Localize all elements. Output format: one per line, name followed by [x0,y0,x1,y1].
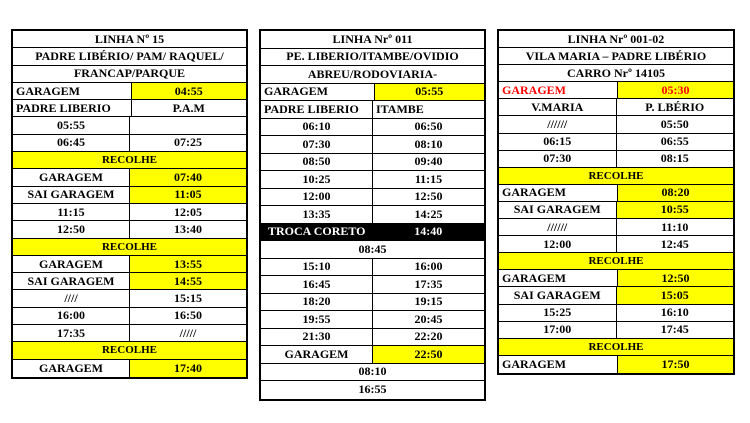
schedule-row [261,189,484,207]
schedule-row [261,136,484,154]
header-row [261,66,484,84]
schedule-cell-start: GARAGEM [502,356,566,371]
schedule-row [13,187,246,204]
header-row [13,66,246,83]
schedule-cell-end: 14:25 [372,206,484,223]
schedule-cell-end: 13:55 [129,256,246,272]
schedule-cell-start: V.MARIA [531,99,584,114]
schedule-cell-start: 06:15 [543,134,572,149]
schedule-cell-start: TROCA CORETO [261,224,373,241]
schedule-cell-end: 17:45 [616,322,734,338]
schedule-cell-start: GARAGEM [39,360,103,375]
schedule-cell-start: 17:35 [57,325,85,340]
schedule-cell-start: 12:00 [543,236,572,251]
schedule-cell-start: GARAGEM [502,82,566,97]
schedule-cell-start: GARAGEM [502,270,566,285]
schedule-cell-end: 10:55 [616,202,734,218]
schedule-row [13,135,246,152]
schedule-row [499,116,733,133]
schedule-cell-start: 13:35 [302,206,331,221]
schedule-row [499,185,733,202]
schedule-cell-start: SAI GARAGEM [513,202,601,217]
schedule-cell-start: GARAGEM [284,346,349,361]
recolhe-label: RECOLHE [13,152,246,168]
schedule-cell-end: 05:50 [616,116,734,132]
schedule-cell-start: PADRE LIBERIO [264,101,359,116]
schedule-cell-end: ITAMBE [372,101,484,118]
line-title: LINHA Nrº 011 [332,31,413,46]
schedule-row [499,134,733,151]
time-row [261,381,484,399]
schedule-row [261,329,484,347]
schedule-cell-end: 08:20 [617,185,733,201]
schedule-row [261,101,484,119]
schedule-cell-end: P. LBÉRIO [616,99,734,115]
schedule-row [13,221,246,238]
schedule-cell-end: 11:15 [372,171,484,188]
schedule-cell-end: 15:05 [616,287,734,303]
schedule-row [261,276,484,294]
schedule-row [261,171,484,189]
schedule-cell-start: 10:25 [302,171,331,186]
schedule-cell-end: 13:40 [129,221,246,237]
schedule-row [13,100,246,117]
schedule-row [261,224,484,242]
schedule-cell-end: 08:10 [372,136,484,153]
schedule-cell-end: 14:40 [373,224,485,241]
schedule-cell-start: 18:20 [302,294,331,309]
schedule-row [13,360,246,377]
time-value: 08:45 [358,241,387,256]
schedule-row [13,273,246,290]
schedule-cell-start: SAI GARAGEM [27,273,115,288]
schedule-row [499,305,733,322]
schedule-cell-start: 16:45 [302,276,331,291]
route-name: VILA MARIA – PADRE LIBÉRIO [525,48,707,63]
schedule-cell-end: 04:55 [131,83,247,99]
schedule-row [499,287,733,304]
schedule-row [13,169,246,186]
schedule-cell-start: 16:00 [57,308,85,323]
header-row [499,48,733,65]
schedule-cell-start: 15:25 [543,305,572,320]
schedule-cell-end: 22:50 [372,346,484,363]
schedule-row [499,270,733,287]
recolhe-label: RECOLHE [13,342,246,358]
schedule-cell-end: 08:15 [616,151,734,167]
schedule-cell-end: 20:45 [372,311,484,328]
route-name: FRANCAP/PARQUE [73,66,186,81]
time-row [261,364,484,382]
schedule-cell-start: 06:10 [302,119,331,134]
schedule-row [261,346,484,364]
header-row [261,31,484,49]
recolhe-row [13,239,246,256]
schedule-cell-end [129,117,246,133]
schedule-cell-start: GARAGEM [502,185,566,200]
schedule-cell-start: 17:00 [543,322,572,337]
schedule-row [13,256,246,273]
schedule-cell-start: GARAGEM [264,84,328,99]
schedule-cell-end: 09:40 [372,154,484,171]
recolhe-label: RECOLHE [13,239,246,255]
schedule-row [13,290,246,307]
schedule-cell-start: 07:30 [302,136,331,151]
schedule-cell-end: 12:50 [372,189,484,206]
schedule-cell-end: 12:45 [616,236,734,252]
schedule-cell-end: 11:10 [616,219,734,235]
schedule-cell-end: 17:50 [617,356,733,373]
recolhe-row [13,152,246,169]
recolhe-row [499,253,733,270]
schedule-cell-start: GARAGEM [39,170,103,185]
schedule-cell-end: 19:15 [372,294,484,311]
header-row [13,48,246,65]
header-row [499,31,733,48]
schedule-row [499,99,733,116]
header-row [499,65,733,82]
schedule-cell-start: GARAGEM [39,256,103,271]
route-name: ABREU/RODOVIARIA- [307,66,438,81]
recolhe-row [499,339,733,356]
schedule-row [13,83,246,100]
schedule-row [261,84,484,102]
schedule-cell-end: 15:15 [129,290,246,306]
schedule-row [499,82,733,99]
schedule-cell-start: 12:50 [57,221,85,236]
schedule-row [261,154,484,172]
line-title: LINHA Nº 15 [94,31,165,46]
time-value: 08:10 [358,364,387,379]
route-name: PADRE LIBÉRIO/ PAM/ RAQUEL/ [35,48,224,63]
schedule-cell-start: //// [64,291,78,306]
route-name: PE. LIBERIO/ITAMBE/OVIDIO [286,49,459,64]
schedule-cell-start: 12:00 [302,189,331,204]
schedule-panel-linha-011 [259,29,486,401]
line-title: LINHA Nrº 001-02 [567,31,665,46]
schedule-row [261,311,484,329]
schedule-cell-end: 06:50 [372,119,484,136]
schedule-cell-start: ////// [547,117,568,132]
schedule-row [261,119,484,137]
time-value: 16:55 [358,382,387,397]
schedule-row [13,325,246,342]
schedule-row [13,308,246,325]
recolhe-row [13,342,246,359]
schedule-cell-end: 16:50 [129,308,246,324]
schedule-row [261,259,484,277]
schedule-cell-start: 06:45 [57,135,85,150]
schedule-row [499,236,733,253]
schedule-cell-end: 16:10 [616,305,734,321]
schedule-cell-end: 22:20 [372,329,484,346]
schedule-row [13,204,246,221]
header-row [13,31,246,48]
schedule-cell-start: SAI GARAGEM [513,287,601,302]
schedule-cell-end: 16:00 [372,259,484,276]
schedule-cell-end: 17:40 [129,360,246,377]
recolhe-label: RECOLHE [499,253,733,269]
schedule-cell-start: 11:15 [57,204,85,219]
time-row [261,241,484,259]
schedule-cell-end: ///// [129,325,246,341]
schedule-cell-start: 05:55 [57,118,85,133]
schedule-cell-start: 21:30 [302,329,331,344]
recolhe-row [499,168,733,185]
schedule-cell-end: 17:35 [372,276,484,293]
schedule-cell-end: 14:55 [129,273,246,289]
schedule-cell-start: 08:50 [302,154,331,169]
schedule-row [13,117,246,134]
route-name: CARRO Nrº 14105 [567,65,665,80]
schedule-row [499,151,733,168]
schedule-row [261,294,484,312]
schedule-row [261,206,484,224]
schedule-cell-end: 11:05 [129,187,246,203]
schedule-cell-end: 07:40 [129,169,246,185]
schedule-cell-end: 07:25 [129,135,246,151]
recolhe-label: RECOLHE [499,339,733,355]
schedule-cell-end: 12:50 [617,270,733,286]
schedule-panel-linha-001-02 [497,29,735,375]
schedule-cell-end: 12:05 [129,204,246,220]
schedule-row [499,202,733,219]
schedule-row [499,219,733,236]
schedule-row [499,356,733,373]
schedule-cell-start: 15:10 [302,259,331,274]
schedule-panel-linha-15 [11,29,248,379]
schedule-cell-end: 05:55 [374,84,485,101]
schedule-cell-start: PADRE LIBERIO [16,100,111,115]
schedule-cell-end: 06:55 [616,134,734,150]
schedule-cell-start: GARAGEM [16,83,80,98]
schedule-cell-end: P.A.M [131,100,247,116]
header-row [261,49,484,67]
schedule-cell-start: 19:55 [302,311,331,326]
schedule-cell-start: SAI GARAGEM [27,187,115,202]
schedule-row [499,322,733,339]
recolhe-label: RECOLHE [499,168,733,184]
schedule-cell-end: 05:30 [617,82,733,98]
schedule-cell-start: 07:30 [543,151,572,166]
schedule-cell-start: ////// [547,219,568,234]
